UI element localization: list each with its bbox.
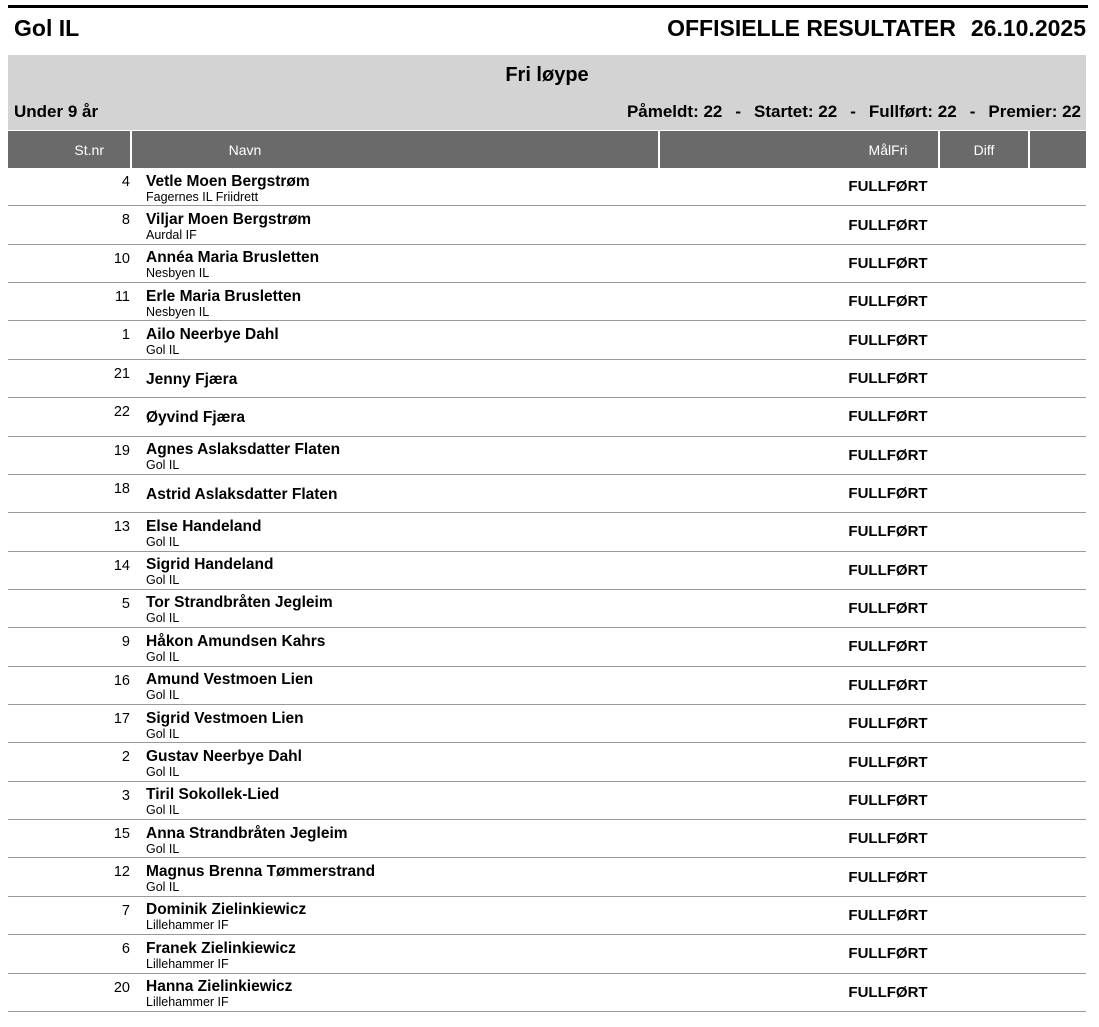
status-value: FULLFØRT bbox=[848, 715, 928, 733]
table-row bbox=[8, 974, 1086, 1012]
athlete-name: Gustav Neerbye Dahl bbox=[146, 747, 302, 765]
extra-cell bbox=[1030, 437, 1086, 474]
athlete-name: Astrid Aslaksdatter Flaten bbox=[146, 486, 338, 504]
status-cell bbox=[660, 321, 938, 358]
athlete-club: Gol IL bbox=[146, 688, 180, 703]
athlete-club: Gol IL bbox=[146, 879, 180, 894]
diff-value bbox=[940, 897, 1028, 934]
extra-cell bbox=[1030, 206, 1086, 243]
extra-cell bbox=[1030, 475, 1086, 512]
status-value: FULLFØRT bbox=[848, 254, 928, 272]
class-stats bbox=[627, 101, 1081, 123]
athlete-club: Nesbyen IL bbox=[146, 266, 210, 281]
extra-cell bbox=[1030, 321, 1086, 358]
bib-number: 1 bbox=[121, 327, 130, 344]
status-cell bbox=[660, 475, 938, 512]
table-row bbox=[8, 743, 1086, 781]
bib-number: 8 bbox=[121, 212, 130, 229]
athlete-name: Viljar Moen Bergstrøm bbox=[146, 210, 312, 228]
status-cell bbox=[660, 168, 938, 205]
extra-cell bbox=[1030, 552, 1086, 589]
diff-value bbox=[940, 168, 1028, 205]
status-cell bbox=[660, 552, 938, 589]
table-row bbox=[8, 168, 1086, 206]
extra-cell bbox=[1030, 360, 1086, 397]
table-row bbox=[8, 245, 1086, 283]
athlete-club: Gol IL bbox=[146, 649, 180, 664]
bib-number: 15 bbox=[113, 826, 130, 843]
status-cell bbox=[660, 245, 938, 282]
bib-number: 16 bbox=[113, 672, 130, 689]
athlete-cell bbox=[132, 398, 658, 435]
athlete-name: Agnes Aslaksdatter Flaten bbox=[146, 441, 341, 459]
athlete-cell bbox=[132, 743, 658, 780]
status-value: FULLFØRT bbox=[848, 907, 928, 924]
table-header bbox=[8, 131, 1086, 168]
column-header-navn: Navn bbox=[132, 131, 658, 168]
athlete-name: Anna Strandbråten Jegleim bbox=[146, 824, 348, 842]
diff-value bbox=[940, 782, 1028, 819]
athlete-club: Nesbyen IL bbox=[146, 304, 210, 319]
status-value: FULLFØRT bbox=[848, 369, 928, 387]
status-cell bbox=[660, 206, 938, 243]
diff-value bbox=[940, 206, 1028, 243]
athlete-cell bbox=[132, 360, 658, 397]
bib-number: 17 bbox=[113, 711, 130, 728]
diff-value bbox=[940, 858, 1028, 895]
table-row bbox=[8, 437, 1086, 475]
status-value: FULLFØRT bbox=[848, 331, 928, 349]
athlete-club: Gol IL bbox=[146, 803, 180, 818]
diff-value bbox=[940, 974, 1028, 1011]
status-cell bbox=[660, 283, 938, 320]
table-row bbox=[8, 321, 1086, 359]
status-value: FULLFØRT bbox=[848, 216, 928, 234]
status-value: FULLFØRT bbox=[848, 868, 928, 886]
club-title: Gol IL bbox=[14, 15, 80, 41]
table-row bbox=[8, 206, 1086, 244]
bib-number: 3 bbox=[121, 787, 130, 804]
athlete-cell bbox=[132, 628, 658, 665]
bib-number: 6 bbox=[121, 941, 130, 958]
bib-number: 10 bbox=[113, 250, 130, 267]
athlete-name: Annéa Maria Brusletten bbox=[146, 249, 320, 267]
class-name: Under 9 år bbox=[14, 102, 99, 121]
diff-value bbox=[940, 820, 1028, 857]
athlete-cell bbox=[132, 897, 658, 934]
status-cell bbox=[660, 858, 938, 895]
extra-cell bbox=[1030, 667, 1086, 704]
diff-value bbox=[940, 705, 1028, 742]
bib-number: 11 bbox=[114, 289, 130, 306]
athlete-name: Jenny Fjæra bbox=[146, 370, 238, 388]
extra-cell bbox=[1030, 782, 1086, 819]
table-row bbox=[8, 935, 1086, 973]
extra-cell bbox=[1030, 590, 1086, 627]
extra-cell bbox=[1030, 283, 1086, 320]
diff-value bbox=[940, 245, 1028, 282]
athlete-cell bbox=[132, 782, 658, 819]
athlete-cell bbox=[132, 168, 658, 205]
status-cell bbox=[660, 437, 938, 474]
bib-number: 12 bbox=[113, 864, 130, 881]
top-rule bbox=[8, 5, 1088, 8]
column-header-malfri: MålFri bbox=[660, 131, 938, 168]
status-value: FULLFØRT bbox=[848, 485, 928, 503]
status-cell bbox=[660, 667, 938, 704]
column-header-stnr: St.nr bbox=[8, 131, 130, 168]
bib-number: 20 bbox=[113, 979, 130, 996]
status-cell bbox=[660, 820, 938, 857]
extra-cell bbox=[1030, 897, 1086, 934]
bib-number: 19 bbox=[113, 442, 130, 459]
athlete-name: Øyvind Fjæra bbox=[146, 409, 246, 427]
athlete-name: Tiril Sokollek-Lied bbox=[146, 786, 280, 804]
stats-separator: - bbox=[735, 102, 742, 121]
extra-cell bbox=[1030, 398, 1086, 435]
athlete-club: Aurdal IF bbox=[146, 227, 197, 242]
stat-startet: Startet: 22 bbox=[754, 102, 838, 121]
athlete-club: Gol IL bbox=[146, 611, 180, 626]
athlete-cell bbox=[132, 590, 658, 627]
status-value: FULLFØRT bbox=[848, 446, 928, 464]
diff-value bbox=[940, 398, 1028, 435]
diff-value bbox=[940, 935, 1028, 972]
results-table-body bbox=[8, 168, 1086, 1012]
bib-number: 5 bbox=[121, 595, 130, 612]
diff-value bbox=[940, 628, 1028, 665]
course-title: Fri løype bbox=[505, 64, 589, 86]
diff-value bbox=[940, 283, 1028, 320]
athlete-cell bbox=[132, 552, 658, 589]
athlete-name: Else Handeland bbox=[146, 517, 262, 535]
athlete-name: Erle Maria Brusletten bbox=[146, 287, 302, 305]
diff-value bbox=[940, 667, 1028, 704]
table-row bbox=[8, 782, 1086, 820]
status-value: FULLFØRT bbox=[848, 561, 928, 579]
diff-value bbox=[940, 552, 1028, 589]
table-row bbox=[8, 283, 1086, 321]
table-row bbox=[8, 360, 1086, 398]
column-header-extra bbox=[1030, 131, 1086, 168]
athlete-name: Franek Zielinkiewicz bbox=[146, 939, 296, 957]
stats-separator: - bbox=[969, 102, 976, 121]
status-value: FULLFØRT bbox=[848, 830, 928, 848]
athlete-name: Sigrid Handeland bbox=[146, 556, 274, 574]
status-value: FULLFØRT bbox=[848, 791, 928, 809]
status-cell bbox=[660, 590, 938, 627]
table-row bbox=[8, 820, 1086, 858]
athlete-cell bbox=[132, 245, 658, 282]
table-row bbox=[8, 475, 1086, 513]
athlete-cell bbox=[132, 705, 658, 742]
athlete-club: Lillehammer IF bbox=[146, 995, 229, 1010]
stat-fullført: Fullført: 22 bbox=[868, 102, 957, 121]
extra-cell bbox=[1030, 245, 1086, 282]
athlete-club: Gol IL bbox=[146, 726, 180, 741]
status-value: FULLFØRT bbox=[848, 676, 928, 694]
bib-number: 4 bbox=[121, 174, 130, 190]
status-value: FULLFØRT bbox=[848, 945, 928, 963]
athlete-name: Tor Strandbråten Jegleim bbox=[146, 594, 333, 612]
status-cell bbox=[660, 398, 938, 435]
diff-value bbox=[940, 743, 1028, 780]
athlete-name: Håkon Amundsen Kahrs bbox=[146, 632, 326, 650]
extra-cell bbox=[1030, 628, 1086, 665]
diff-value bbox=[940, 513, 1028, 550]
athlete-name: Amund Vestmoen Lien bbox=[146, 671, 314, 689]
athlete-club: Lillehammer IF bbox=[146, 956, 229, 971]
bib-number: 2 bbox=[121, 749, 130, 766]
athlete-cell bbox=[132, 820, 658, 857]
table-row bbox=[8, 513, 1086, 551]
page-title: OFFISIELLE RESULTATER bbox=[667, 15, 956, 41]
diff-value bbox=[940, 321, 1028, 358]
report-date: 26.10.2025 bbox=[970, 15, 1086, 41]
status-value: FULLFØRT bbox=[848, 408, 928, 426]
title-right bbox=[667, 15, 1086, 42]
athlete-cell bbox=[132, 321, 658, 358]
status-cell bbox=[660, 628, 938, 665]
athlete-name: Hanna Zielinkiewicz bbox=[146, 978, 293, 996]
column-header-diff: Diff bbox=[940, 131, 1028, 168]
bib-number: 13 bbox=[113, 519, 130, 536]
athlete-club: Gol IL bbox=[146, 342, 180, 357]
extra-cell bbox=[1030, 820, 1086, 857]
status-cell bbox=[660, 513, 938, 550]
status-cell bbox=[660, 743, 938, 780]
diff-value bbox=[940, 437, 1028, 474]
extra-cell bbox=[1030, 974, 1086, 1011]
status-value: FULLFØRT bbox=[848, 293, 928, 311]
class-row bbox=[14, 101, 1081, 123]
table-row bbox=[8, 628, 1086, 666]
athlete-name: Magnus Brenna Tømmerstrand bbox=[146, 862, 376, 880]
extra-cell bbox=[1030, 935, 1086, 972]
table-row bbox=[8, 705, 1086, 743]
athlete-name: Vetle Moen Bergstrøm bbox=[146, 172, 310, 190]
table-row bbox=[8, 897, 1086, 935]
athlete-club: Gol IL bbox=[146, 841, 180, 856]
stat-premier: Premier: 22 bbox=[988, 102, 1081, 121]
bib-number: 9 bbox=[121, 634, 130, 651]
stat-påmeldt: Påmeldt: 22 bbox=[626, 102, 723, 121]
athlete-name: Sigrid Vestmoen Lien bbox=[146, 709, 304, 727]
athlete-cell bbox=[132, 206, 658, 243]
athlete-cell bbox=[132, 475, 658, 512]
athlete-club: Lillehammer IF bbox=[146, 918, 229, 933]
bib-number: 14 bbox=[113, 557, 130, 574]
athlete-club: Gol IL bbox=[146, 534, 180, 549]
status-value: FULLFØRT bbox=[848, 523, 928, 541]
diff-value bbox=[940, 360, 1028, 397]
athlete-cell bbox=[132, 437, 658, 474]
athlete-club: Gol IL bbox=[146, 764, 180, 779]
status-value: FULLFØRT bbox=[848, 178, 928, 196]
bib-number: 7 bbox=[121, 902, 130, 919]
athlete-cell bbox=[132, 667, 658, 704]
status-value: FULLFØRT bbox=[848, 600, 928, 618]
athlete-name: Dominik Zielinkiewicz bbox=[146, 901, 307, 919]
athlete-club: Gol IL bbox=[146, 458, 180, 473]
bib-number: 18 bbox=[113, 480, 130, 497]
status-cell bbox=[660, 705, 938, 742]
diff-value bbox=[940, 475, 1028, 512]
table-row bbox=[8, 858, 1086, 896]
extra-cell bbox=[1030, 705, 1086, 742]
diff-value bbox=[940, 590, 1028, 627]
athlete-cell bbox=[132, 974, 658, 1011]
stats-separator: - bbox=[850, 102, 856, 121]
athlete-name: Ailo Neerbye Dahl bbox=[146, 325, 279, 343]
status-value: FULLFØRT bbox=[848, 638, 928, 656]
extra-cell bbox=[1030, 168, 1086, 205]
status-value: FULLFØRT bbox=[848, 983, 928, 1001]
athlete-cell bbox=[132, 935, 658, 972]
extra-cell bbox=[1030, 513, 1086, 550]
status-cell bbox=[660, 974, 938, 1011]
table-row bbox=[8, 398, 1086, 436]
status-cell bbox=[660, 935, 938, 972]
table-row bbox=[8, 590, 1086, 628]
athlete-cell bbox=[132, 283, 658, 320]
extra-cell bbox=[1030, 743, 1086, 780]
table-row bbox=[8, 667, 1086, 705]
bib-number: 22 bbox=[113, 404, 130, 421]
status-cell bbox=[660, 360, 938, 397]
bib-number: 21 bbox=[113, 365, 130, 382]
status-cell bbox=[660, 782, 938, 819]
athlete-cell bbox=[132, 513, 658, 550]
extra-cell bbox=[1030, 858, 1086, 895]
table-row bbox=[8, 552, 1086, 590]
athlete-club: Gol IL bbox=[146, 573, 180, 588]
status-value: FULLFØRT bbox=[848, 753, 928, 771]
athlete-club: Fagernes IL Friidrett bbox=[146, 189, 259, 204]
title-bar bbox=[14, 15, 1086, 42]
event-band bbox=[8, 55, 1086, 130]
athlete-cell bbox=[132, 858, 658, 895]
status-cell bbox=[660, 897, 938, 934]
